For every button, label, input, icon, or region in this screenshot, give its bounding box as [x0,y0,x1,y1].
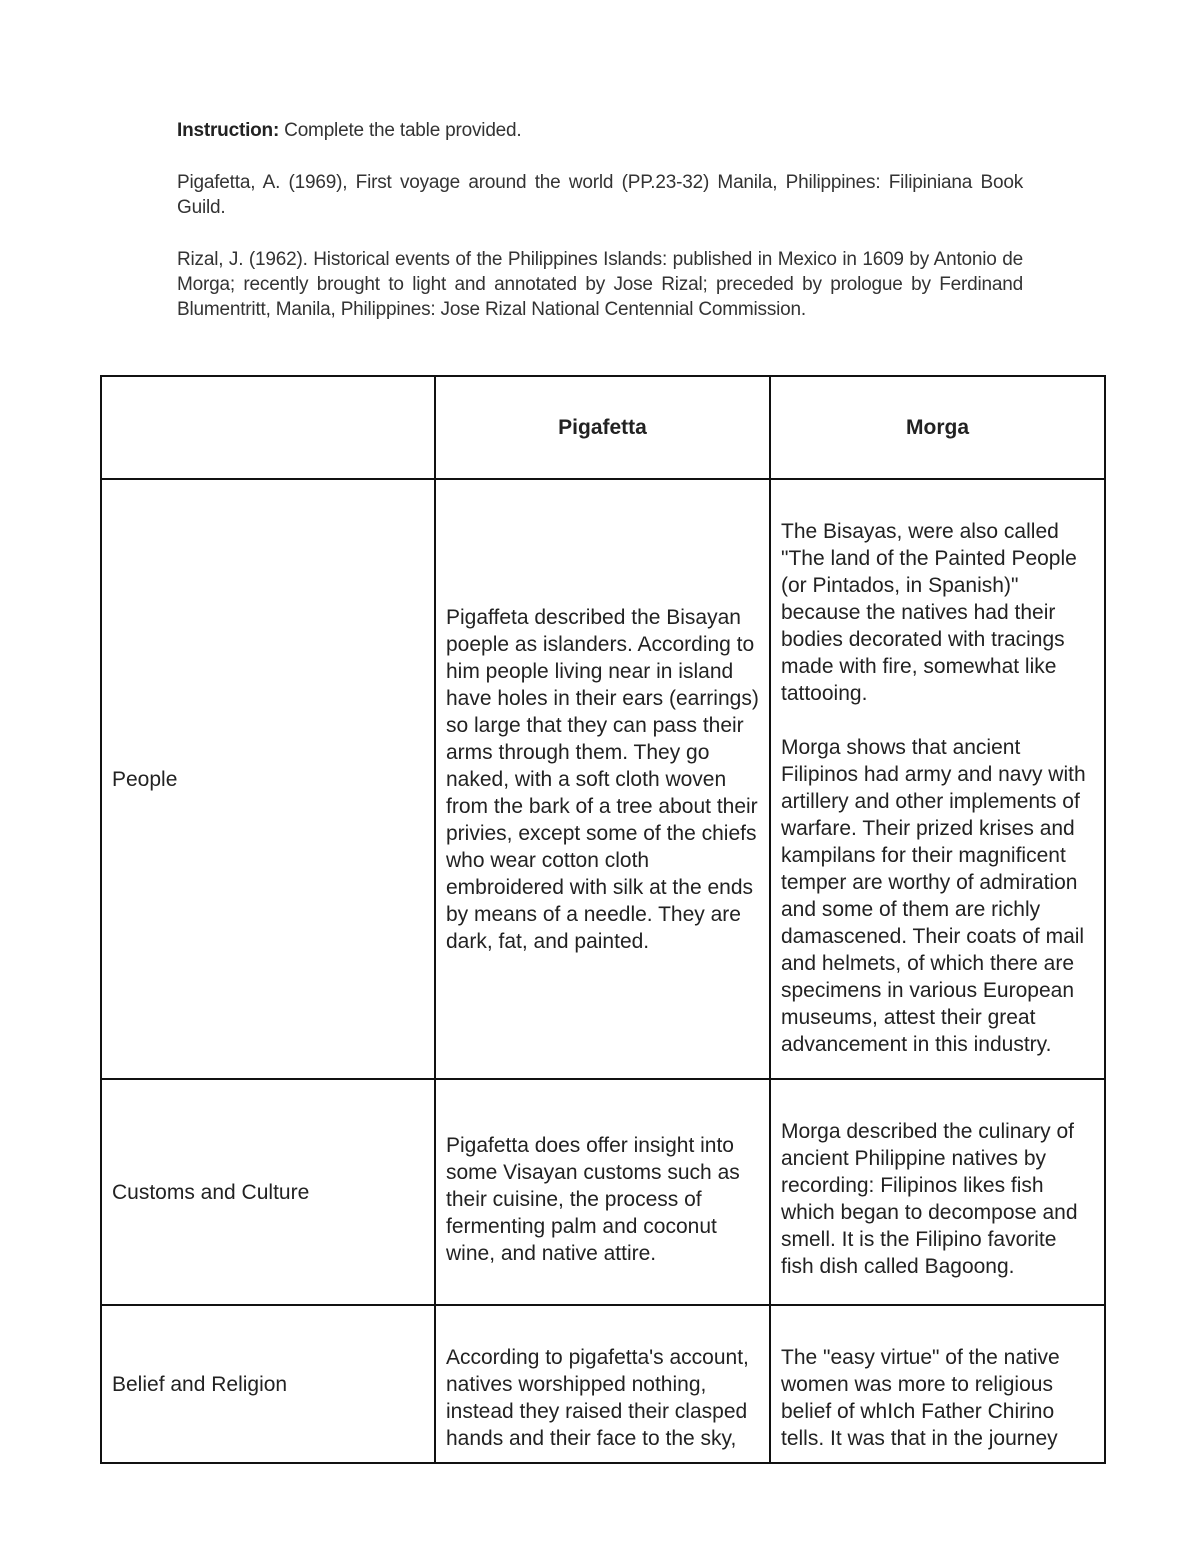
cell-morga-people [770,479,1105,1079]
row-label-people: People [101,479,435,1079]
cell-morga-belief [770,1305,1105,1463]
table-row [101,1079,1105,1305]
cell-paragraph: Morga described the culinary of ancient Philippine natives by recording: Filipinos likes fish which began to decompose and smell. It is the Filipino favorite fish dish called Bagoong. [781,1120,1078,1278]
comparison-table [100,375,1106,1464]
cell-paragraph: The Bisayas, were also called "The land of the Painted People (or Pintados, in Spanish)" because the natives had their bodies decorated with tracings made with fire, somewhat like tattooing. [781,520,1077,705]
header-empty [101,376,435,479]
row-label-customs: Customs and Culture [101,1079,435,1305]
cell-paragraph: Pigaffeta described the Bisayan poeple as islanders. According to him people living near in island have holes in their ears (earrings) so large that they can pass their arms through them. They go naked, with a soft cloth woven from the bark of a tree about their privies, except some of the chiefs who wear cotton cloth embroidered with silk at the ends by means of a needle. They are dark, fat, and painted. [446,605,759,953]
reference-rizal: Rizal, J. (1962). Historical events of the Philippines Islands: published in Mexico in 1609 by Antonio de Morga; recently brought to light and annotated by Jose Rizal; preceded by prologue by Ferdinand Blumentritt, Manila, Philippines: Jose Rizal National Centennial Commission. [177,249,1023,320]
cell-pigafetta-belief [435,1305,770,1463]
header-morga: Morga [770,376,1105,479]
table-header-row [101,376,1105,479]
instruction-label: Instruction: [177,120,280,141]
reference-pigafetta: Pigafetta, A. (1969), First voyage around the world (PP.23-32) Manila, Philippines: Filipiniana Book Guild. [177,172,1023,218]
table-row [101,479,1105,1079]
cell-paragraph: Morga shows that ancient Filipinos had army and navy with artillery and other implements of warfare. Their prized krises and kampilans for their magnificent temper are worthy of admiration and some of them are richly damascened. Their coats of mail and helmets, of which there are specimens in various European museums, attest their great advancement in this industry. [781,736,1086,1056]
header-pigafetta: Pigafetta [435,376,770,479]
intro-section [177,118,1023,322]
cell-morga-customs [770,1079,1105,1305]
cell-pigafetta-customs [435,1079,770,1305]
instruction-text: Complete the table provided. [279,120,522,141]
cell-paragraph: The "easy virtue" of the native women was more to religious belief of whIch Father Chirino tells. It was that in the journey [781,1346,1060,1450]
cell-paragraph: Pigafetta does offer insight into some Visayan customs such as their cuisine, the process of fermenting palm and coconut wine, and native attire. [446,1134,740,1265]
table-row [101,1305,1105,1463]
cell-pigafetta-people [435,479,770,1079]
row-label-belief: Belief and Religion [101,1305,435,1463]
instruction-line [177,118,1023,143]
cell-paragraph: According to pigafetta's account, natives worshipped nothing, instead they raised their clasped hands and their face to the sky, [446,1346,749,1450]
